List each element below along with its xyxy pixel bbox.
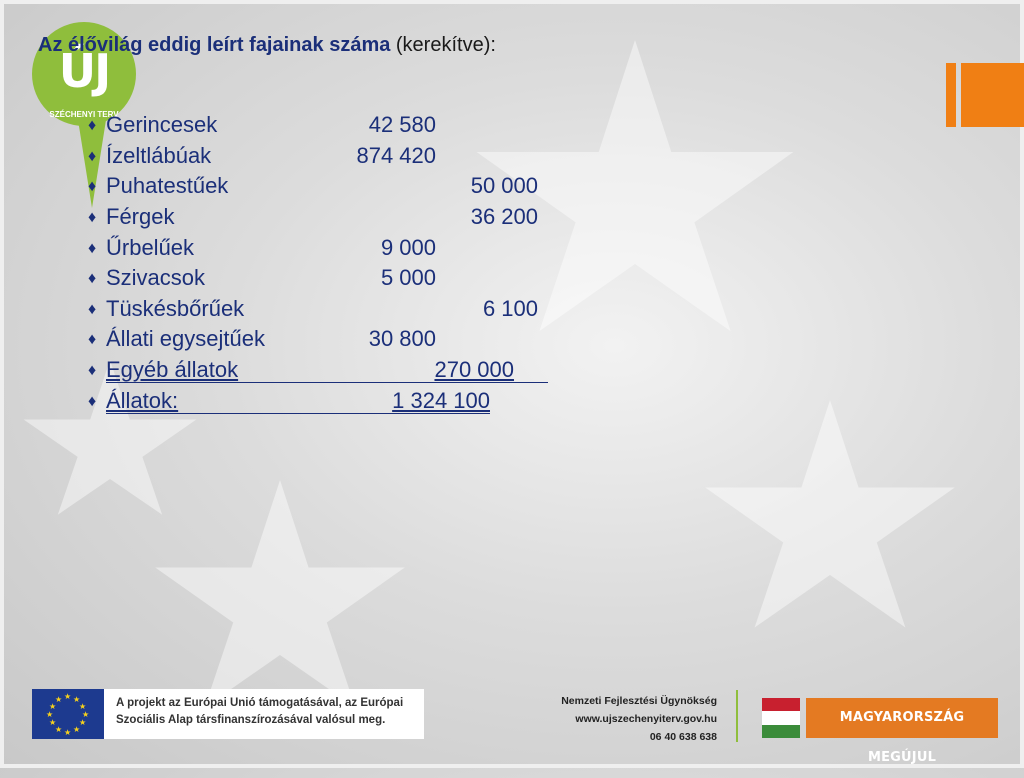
item-label: Férgek bbox=[106, 204, 175, 229]
item-label: Egyéb állatok bbox=[106, 357, 239, 382]
eu-text-line1: A projekt az Európai Unió támogatásával, az Európai bbox=[116, 697, 404, 709]
item-label: Ízeltlábúak bbox=[106, 143, 212, 168]
bullet-icon: ♦ bbox=[88, 362, 97, 379]
eu-text-line2: Szociális Alap társfinanszírozásával valósul meg. bbox=[116, 714, 386, 726]
item-label: Tüskésbőrűek bbox=[106, 296, 245, 321]
agency-phone: 06 40 638 638 bbox=[649, 731, 717, 743]
list-item bbox=[88, 204, 538, 234]
item-value: 50 000 bbox=[470, 173, 538, 198]
underline-rule bbox=[106, 382, 548, 383]
item-value: 42 580 bbox=[368, 112, 436, 137]
slide-title bbox=[38, 34, 496, 57]
item-label: Puhatestűek bbox=[106, 173, 229, 198]
slogan-banner: MAGYARORSZÁG MEGÚJUL bbox=[806, 698, 998, 738]
item-label: Gerincesek bbox=[106, 112, 218, 137]
orange-accent-block bbox=[961, 63, 1024, 127]
list-item bbox=[88, 265, 436, 295]
list-item bbox=[88, 173, 538, 203]
item-value: 36 200 bbox=[470, 204, 538, 229]
agency-name: Nemzeti Fejlesztési Ügynökség bbox=[561, 695, 717, 707]
slide-title-rest: (kerekítve): bbox=[390, 34, 496, 56]
list-item bbox=[88, 296, 538, 326]
item-value: 1 324 100 bbox=[392, 388, 490, 413]
list-item bbox=[88, 143, 436, 173]
agency-contact bbox=[545, 692, 717, 746]
item-label: Állatok: bbox=[106, 388, 179, 413]
list-item bbox=[88, 326, 436, 356]
item-value: 30 800 bbox=[368, 326, 436, 351]
bullet-icon: ♦ bbox=[88, 209, 97, 226]
list-item-total bbox=[88, 388, 490, 418]
item-value: 874 420 bbox=[356, 143, 436, 168]
item-value: 9 000 bbox=[380, 235, 436, 260]
footer-divider bbox=[736, 690, 738, 742]
eu-funding-note bbox=[104, 689, 424, 739]
logo-mark: ÚJ bbox=[58, 44, 110, 98]
bullet-icon: ♦ bbox=[88, 331, 97, 348]
item-value: 270 000 bbox=[434, 357, 514, 382]
footer bbox=[0, 684, 1024, 768]
bullet-icon: ♦ bbox=[88, 270, 97, 287]
item-label: Szivacsok bbox=[106, 265, 206, 290]
item-label: Űrbelűek bbox=[106, 235, 195, 260]
logo-subtitle: SZÉCHENYI TERV bbox=[49, 110, 119, 119]
eu-flag-icon: ★ ★ ★ ★ ★ ★ ★ ★ ★ ★ ★ ★ bbox=[32, 689, 104, 739]
list-item bbox=[88, 112, 436, 142]
item-value: 6 100 bbox=[482, 296, 538, 321]
hungarian-flag-icon bbox=[762, 698, 800, 738]
list-item bbox=[88, 357, 514, 387]
bullet-icon: ♦ bbox=[88, 117, 97, 134]
bullet-icon: ♦ bbox=[88, 301, 97, 318]
underline-rule bbox=[106, 413, 490, 414]
orange-accent-bar bbox=[946, 63, 956, 127]
bullet-icon: ♦ bbox=[88, 393, 97, 410]
bullet-icon: ♦ bbox=[88, 148, 97, 165]
slide-title-bold: Az élővilág eddig leírt fajainak száma bbox=[38, 34, 391, 56]
bullet-icon: ♦ bbox=[88, 240, 97, 257]
list-item bbox=[88, 235, 436, 265]
item-label: Állati egysejtűek bbox=[106, 326, 265, 351]
agency-website: www.ujszechenyiterv.gov.hu bbox=[575, 713, 717, 725]
bullet-icon: ♦ bbox=[88, 178, 97, 195]
item-value: 5 000 bbox=[380, 265, 436, 290]
